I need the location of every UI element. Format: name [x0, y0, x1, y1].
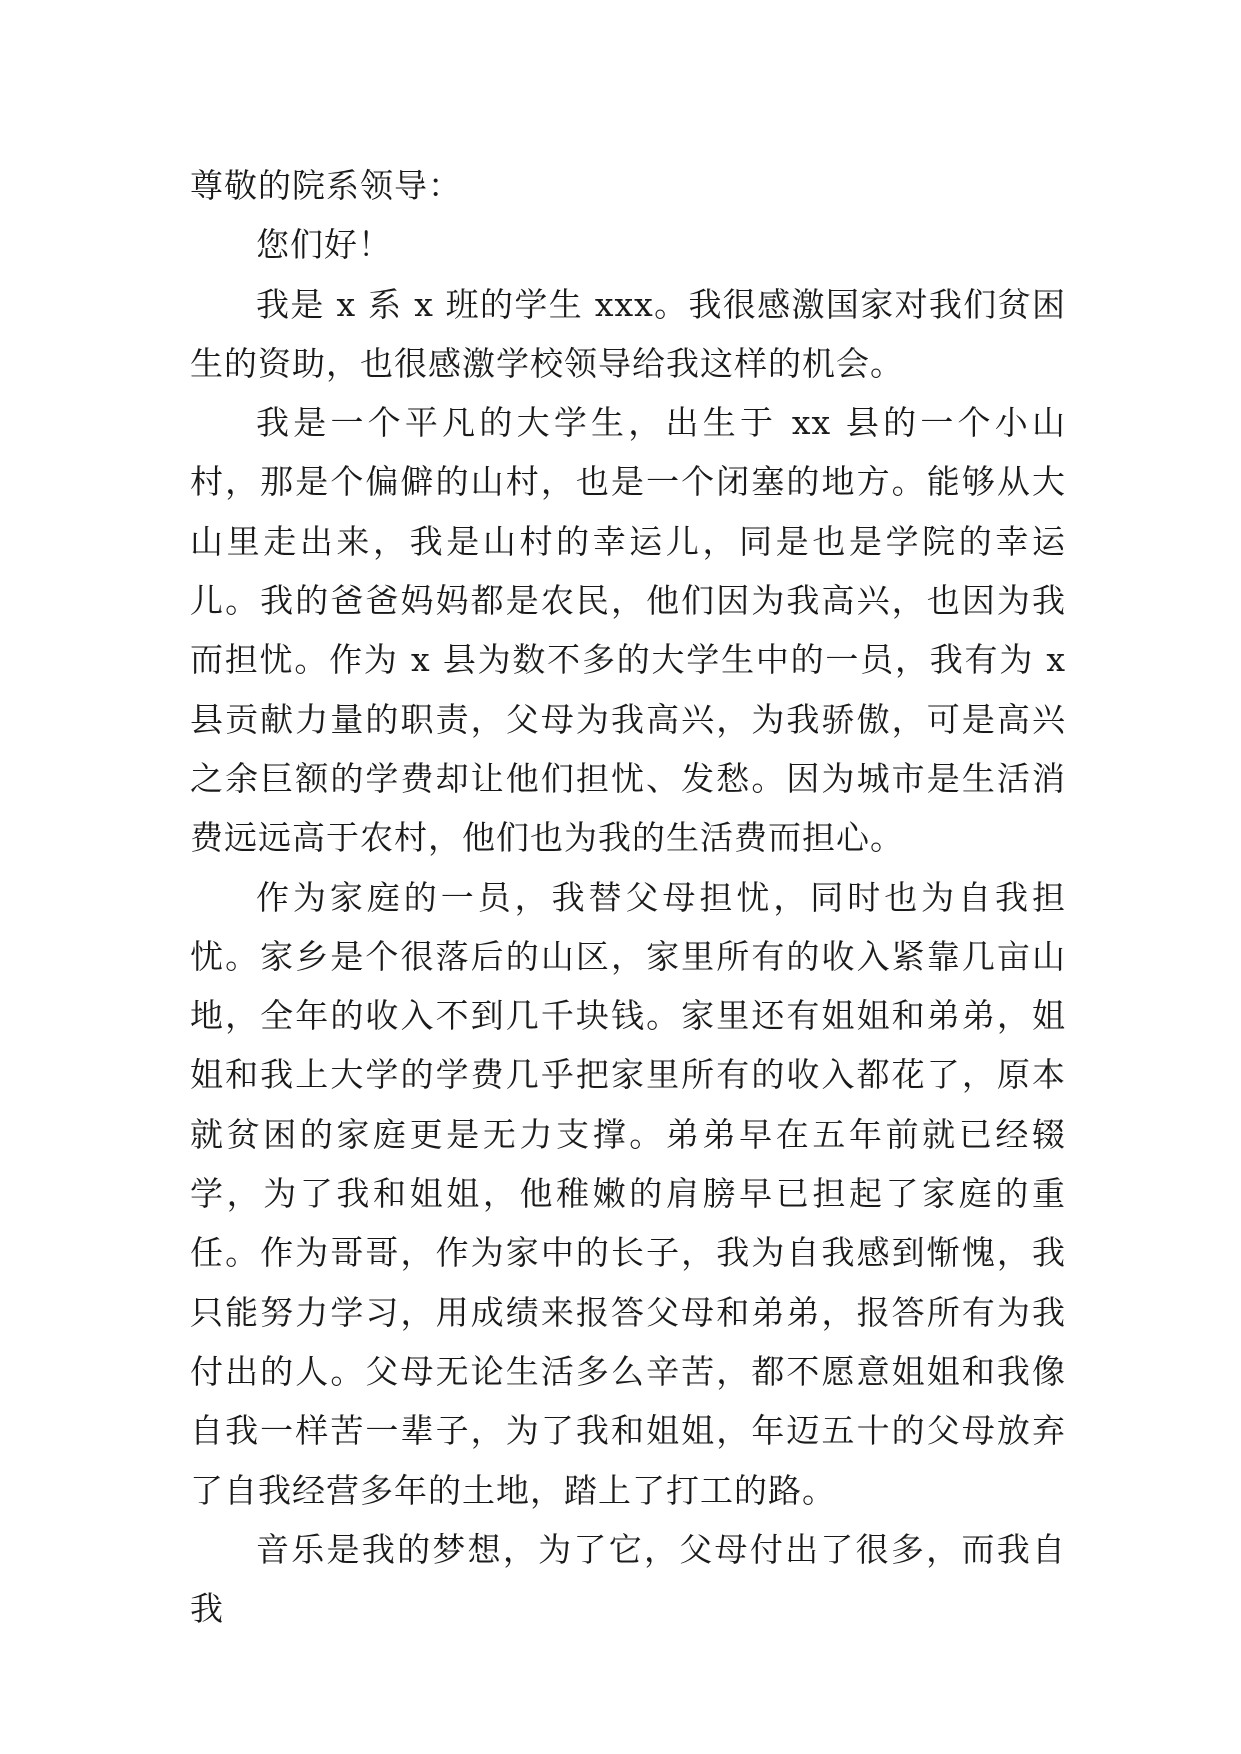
letter-body	[190, 156, 1066, 1638]
paragraph-introduction: 我是 x 系 x 班的学生 xxx。我很感激国家对我们贫困生的资助，也很感激学校领导给我这样的机会。	[190, 284, 1066, 383]
paragraph-greeting: 您们好！	[256, 225, 392, 265]
salutation: 尊敬的院系领导：	[190, 166, 462, 205]
paragraph-family: 作为家庭的一员，我替父母担忧，同时也为自我担忧。家乡是个很落后的山区，家里所有的收入紧靠几亩山地，全年的收入不到几千块钱。家里还有姐姐和弟弟，姐姐和我上大学的学费几乎把家里所有的收入都花了，原本就贫困的家庭更是无力支撑。弟弟早在五年前就已经辍学，为了我和姐姐，他稚嫩的肩膀早已担起了家庭的重任。作为哥哥，作为家中的长子，我为自我感到惭愧，我只能努力学习，用成绩来报答父母和弟弟，报答所有为我付出的人。父母无论生活多么辛苦，都不愿意姐姐和我像自我一样苦一辈子，为了我和姐姐，年迈五十的父母放弃了自我经营多年的土地，踏上了打工的路。	[190, 877, 1066, 1510]
paragraph-background: 我是一个平凡的大学生，出生于 xx 县的一个小山村，那是个偏僻的山村，也是一个闭塞的地方。能够从大山里走出来，我是山村的幸运儿，同是也是学院的幸运儿。我的爸爸妈妈都是农民，他们因为我高兴，也因为我而担忧。作为 x 县为数不多的大学生中的一员，我有为 x 县贡献力量的职责，父母为我高兴，为我骄傲，可是高兴之余巨额的学费却让他们担忧、发愁。因为城市是生活消费远远高于农村，他们也为我的生活费而担心。	[190, 403, 1066, 858]
paragraph-music: 音乐是我的梦想，为了它，父母付出了很多，而我自我	[190, 1529, 1066, 1629]
